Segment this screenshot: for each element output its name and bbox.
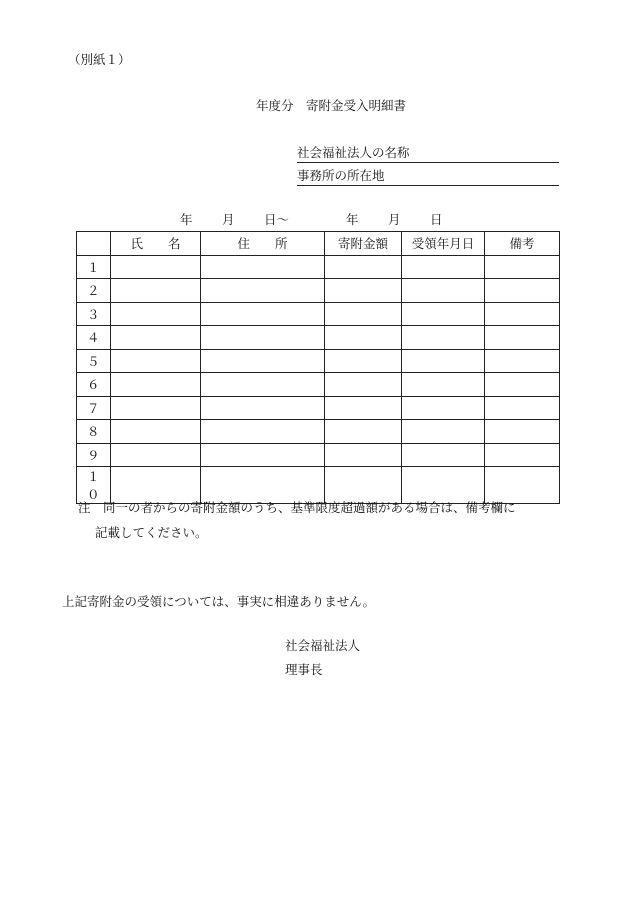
row-number: ７ [77, 396, 111, 420]
period-start-month: 月 [222, 212, 235, 227]
note-line-1: 注 同一の者からの寄附金額のうち、基準限度超過額がある場合は、備考欄に [78, 500, 516, 515]
office-address-label: 事務所の所在地 [297, 168, 385, 183]
row-number: ５ [77, 349, 111, 373]
table-row [77, 396, 560, 420]
amount-cell[interactable] [325, 396, 402, 420]
signature-chairman: 理事長 [285, 662, 323, 677]
address-cell[interactable] [201, 373, 325, 397]
date-cell[interactable] [402, 349, 485, 373]
row-number: １０ [77, 467, 111, 504]
table-header-row [77, 232, 560, 256]
period-end-year: 年 [346, 212, 359, 227]
name-cell[interactable] [111, 373, 201, 397]
name-cell[interactable] [111, 349, 201, 373]
period-start-year: 年 [180, 212, 193, 227]
remarks-cell[interactable] [485, 326, 560, 350]
table-row [77, 443, 560, 467]
remarks-cell[interactable] [485, 396, 560, 420]
date-cell[interactable] [402, 255, 485, 279]
name-cell[interactable] [111, 255, 201, 279]
date-cell[interactable] [402, 373, 485, 397]
date-cell[interactable] [402, 443, 485, 467]
address-cell[interactable] [201, 443, 325, 467]
header-remarks: 備考 [485, 232, 560, 256]
amount-cell[interactable] [325, 349, 402, 373]
row-number: ４ [77, 326, 111, 350]
address-cell[interactable] [201, 302, 325, 326]
period-range [0, 210, 630, 226]
row-number: ２ [77, 279, 111, 303]
remarks-cell[interactable] [485, 302, 560, 326]
remarks-cell[interactable] [485, 420, 560, 444]
amount-cell[interactable] [325, 255, 402, 279]
office-address-line [297, 166, 559, 186]
table-row [77, 420, 560, 444]
document-title: 年度分 寄附金受入明細書 [256, 98, 407, 113]
name-cell[interactable] [111, 279, 201, 303]
name-cell[interactable] [111, 302, 201, 326]
table-row [77, 302, 560, 326]
name-cell[interactable] [111, 326, 201, 350]
row-number: ８ [77, 420, 111, 444]
row-number: ９ [77, 443, 111, 467]
amount-cell[interactable] [325, 420, 402, 444]
header-receipt-date: 受領年月日 [402, 232, 485, 256]
amount-cell[interactable] [325, 443, 402, 467]
row-number: ３ [77, 302, 111, 326]
date-cell[interactable] [402, 326, 485, 350]
date-cell[interactable] [402, 396, 485, 420]
header-donation-amount: 寄附金額 [325, 232, 402, 256]
period-end-day: 日 [430, 212, 443, 227]
name-cell[interactable] [111, 443, 201, 467]
address-cell[interactable] [201, 255, 325, 279]
row-number: １ [77, 255, 111, 279]
header-name: 氏 名 [111, 232, 201, 256]
address-cell[interactable] [201, 420, 325, 444]
note-line-2: 記載してください。 [95, 525, 208, 540]
organization-name-label: 社会福祉法人の名称 [297, 145, 410, 160]
remarks-cell[interactable] [485, 255, 560, 279]
header-number [77, 232, 111, 256]
address-cell[interactable] [201, 349, 325, 373]
appendix-label: （別紙１） [68, 52, 131, 67]
remarks-cell[interactable] [485, 443, 560, 467]
amount-cell[interactable] [325, 326, 402, 350]
amount-cell[interactable] [325, 373, 402, 397]
table-row [77, 373, 560, 397]
period-end-month: 月 [388, 212, 401, 227]
header-address: 住 所 [201, 232, 325, 256]
address-cell[interactable] [201, 326, 325, 350]
amount-cell[interactable] [325, 302, 402, 326]
name-cell[interactable] [111, 420, 201, 444]
remarks-cell[interactable] [485, 373, 560, 397]
remarks-cell[interactable] [485, 349, 560, 373]
period-start-day: 日～ [264, 212, 290, 227]
address-cell[interactable] [201, 279, 325, 303]
amount-cell[interactable] [325, 279, 402, 303]
table-row [77, 255, 560, 279]
donation-ledger-table [76, 231, 560, 504]
date-cell[interactable] [402, 279, 485, 303]
table-row [77, 349, 560, 373]
date-cell[interactable] [402, 420, 485, 444]
name-cell[interactable] [111, 396, 201, 420]
remarks-cell[interactable] [485, 279, 560, 303]
signature-corporation: 社会福祉法人 [285, 638, 361, 653]
organization-name-line [297, 143, 559, 163]
certification-statement: 上記寄附金の受領については、事実に相違ありません。 [62, 594, 376, 609]
row-number: ６ [77, 373, 111, 397]
table-row [77, 326, 560, 350]
date-cell[interactable] [402, 302, 485, 326]
address-cell[interactable] [201, 396, 325, 420]
table-row [77, 279, 560, 303]
